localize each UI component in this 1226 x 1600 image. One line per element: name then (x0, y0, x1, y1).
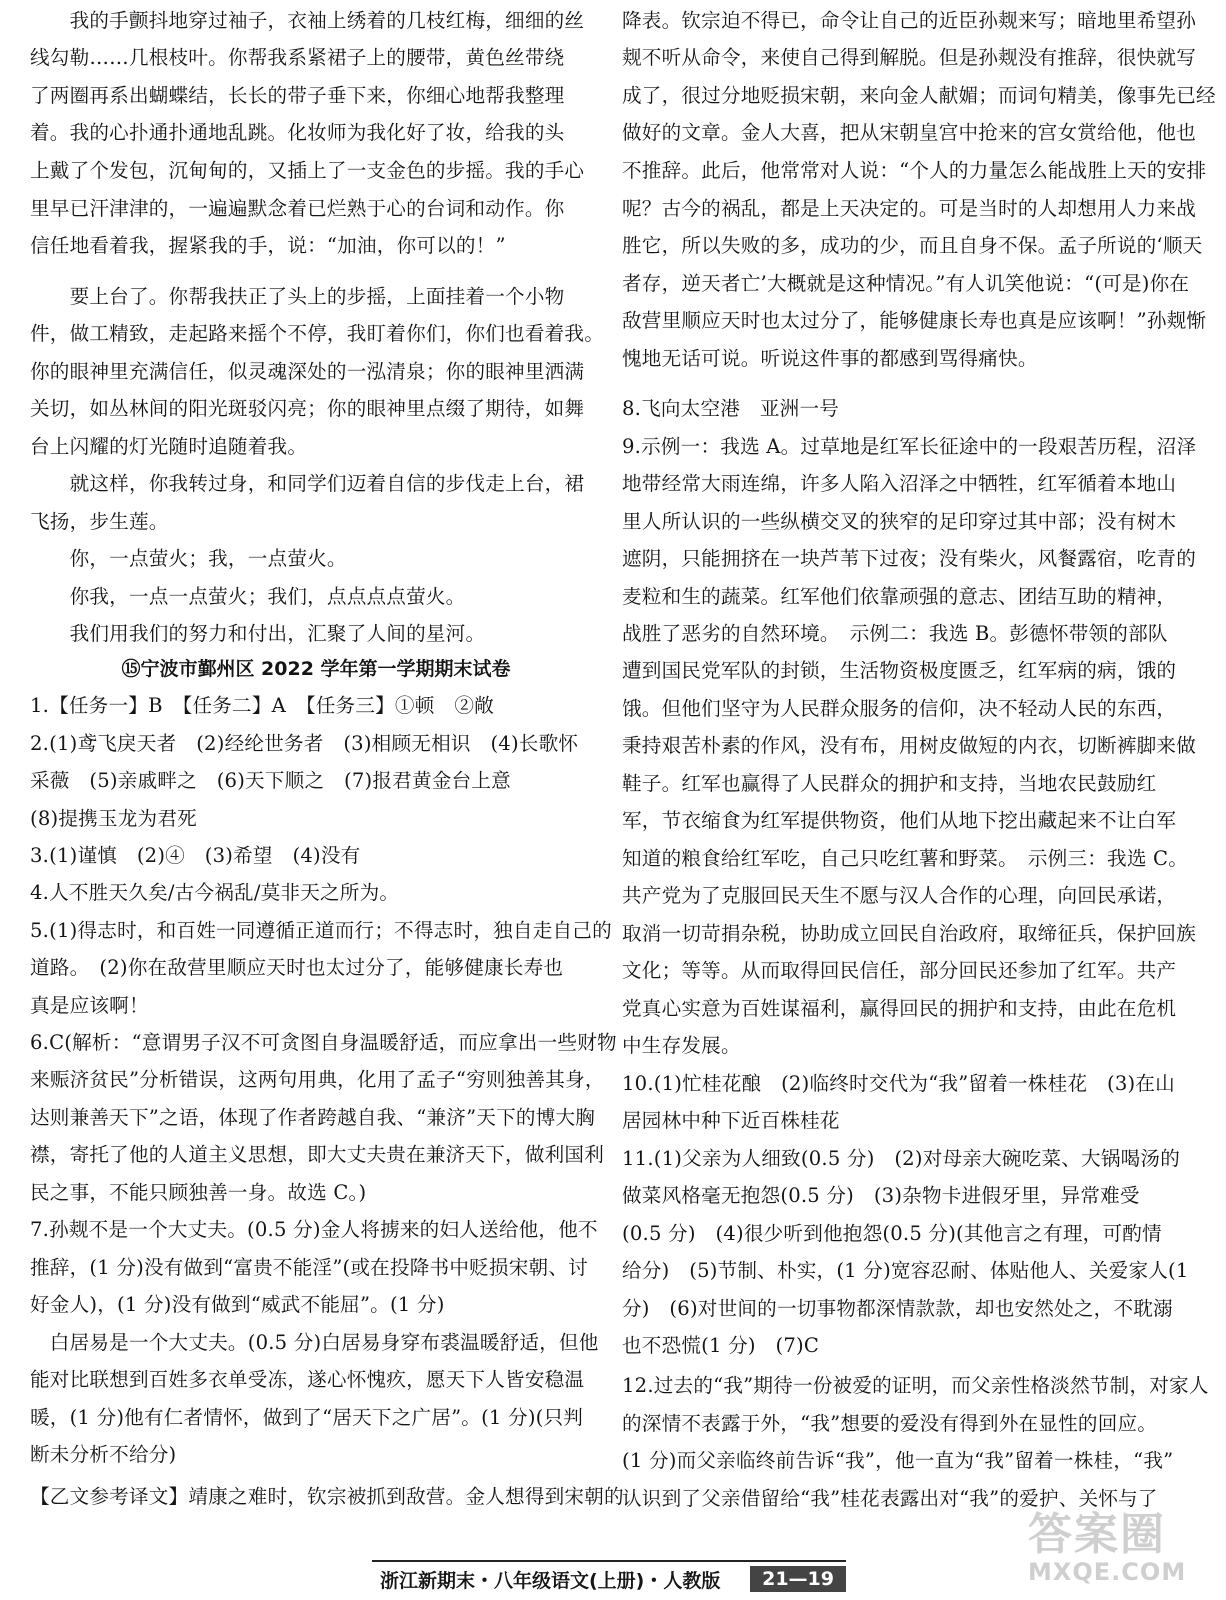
text-line: 5.(1)得志时，和百姓一同遵循正道而行；不得志时，独自走自己的 (30, 919, 612, 942)
text-line: 你，一点萤火；我，一点萤火。 (30, 547, 347, 570)
text-line: 不推辞。此后，他常常对人说：“个人的力量怎么能战胜上天的安排 (622, 159, 1207, 182)
text-line: 襟，寄托了他的人道主义思想，即大丈夫贵在兼济天下，做利国利 (30, 1143, 605, 1166)
text-line: 的深情不表露于外，“我”想要的爱没有得到外在显性的回应。 (622, 1412, 1158, 1435)
text-line: 成了，很过分地贬损宋朝，来向金人献媚；而词句精美，像事先已经 (622, 84, 1216, 107)
text-line: 暖，(1 分)他有仁者情怀，做到了“居天下之广居”。(1 分)(只判 (30, 1406, 584, 1429)
footer-title: 浙江新期末・八年级语文(上册)・人教版 (380, 1569, 721, 1592)
watermark-url: MXQE.COM (1028, 1558, 1187, 1586)
text-line: 遮阴，只能拥挤在一块芦苇下过夜；没有柴火，风餐露宿，吃青的 (622, 547, 1197, 570)
text-line: 饿。但他们坚守为人民群众服务的信仰，决不轻动人民的东西， (622, 697, 1177, 720)
text-line: 8.飞向太空港 亚洲一号 (622, 397, 840, 420)
text-line: 11.(1)父亲为人细致(0.5 分) (2)对母亲大碗吃菜、大锅喝汤的 (622, 1147, 1181, 1170)
text-line: 我的手颤抖地穿过袖子，衣袖上绣着的几枝红梅，细细的丝 (30, 9, 585, 32)
text-line: 飞扬，步生莲。 (30, 510, 169, 533)
text-line: 共产党为了克服回民天生不愿与汉人合作的心理，向回民承诺， (622, 884, 1177, 907)
text-line: 军，节衣缩食为红军提供物资，他们从地下挖出藏起来不让白军 (622, 809, 1177, 832)
text-line: 采薇 (5)亲戚畔之 (6)天下顺之 (7)报君黄金台上意 (30, 769, 511, 792)
text-line: 分) (6)对世间的一切事物都深情款款，却也安然处之，不耽溺 (622, 1297, 1173, 1320)
text-line: 好金人)，(1 分)没有做到“威武不能屈”。(1 分) (30, 1293, 445, 1316)
text-line: 给分) (5)节制、朴实，(1 分)宽容忍耐、体贴他人、关爱家人(1 (622, 1259, 1189, 1282)
text-line: 上戴了个发包，沉甸甸的，又插上了一支金色的步摇。我的手心 (30, 159, 585, 182)
page-footer (372, 1560, 846, 1596)
text-line: 10.(1)忙桂花酿 (2)临终时交代为“我”留着一株桂花 (3)在山 (622, 1072, 1175, 1095)
section-heading: ⑮宁波市鄞州区 2022 学年第一学期期末试卷 (121, 658, 511, 680)
text-line: 秉持艰苦朴素的作风，没有布，用树皮做短的内衣，切断裤脚来做 (622, 734, 1197, 757)
text-line: 真是应该啊！ (30, 994, 149, 1017)
text-line: 里早已汗津津的，一遍遍默念着已烂熟于心的台词和动作。你 (30, 197, 565, 220)
text-line: 白居易是一个大丈夫。(0.5 分)白居易身穿布裘温暖舒适，但他 (30, 1331, 599, 1354)
text-line: 道路。 (2)你在敌营里顺应天时也太过分了，能够健康长寿也 (30, 956, 564, 979)
text-line: 居园林中种下近百株桂花 (622, 1109, 840, 1132)
text-line: 里人所认识的一些纵横交叉的狭窄的足印穿过其中部；没有树木 (622, 510, 1177, 533)
text-line: 知道的粮食给红军吃，自己只吃红薯和野菜。 示例三：我选 C。 (622, 847, 1189, 870)
text-line: 麦粒和生的蔬菜。红军他们依靠顽强的意志、团结互助的精神， (622, 585, 1177, 608)
text-line: 呢？古今的祸乱，都是上天决定的。可是当时的人却想用人力来战 (622, 197, 1197, 220)
text-line: 就这样，你我转过身，和同学们迈着自信的步伐走上台，裙 (30, 472, 585, 495)
text-line: 做好的文章。金人大喜，把从宋朝皇宫中抢来的宫女赏给他，他也 (622, 121, 1197, 144)
text-line: 要上台了。你帮我扶正了头上的步摇，上面挂着一个小物 (30, 285, 565, 308)
text-line: 降表。钦宗迫不得已，命令让自己的近臣孙觌来写；暗地里希望孙 (622, 9, 1197, 32)
text-line: 也不恐慌(1 分) (7)C (622, 1334, 820, 1357)
text-line: 3.(1)谨慎 (2)④ (3)希望 (4)没有 (30, 844, 361, 867)
text-line: 民之事，不能只顾独善一身。故选 C。) (30, 1181, 367, 1204)
text-line: (0.5 分) (4)很少听到他抱怨(0.5 分)(其他言之有理，可酌情 (622, 1222, 1162, 1245)
text-line: 关切，如丛林间的阳光斑驳闪亮；你的眼神里点缀了期待，如舞 (30, 397, 585, 420)
text-line: 台上闪耀的灯光随时追随着我。 (30, 435, 308, 458)
text-line: 敌营里顺应天时也太过分了，能够健康长寿也真是应该啊！”孙觌惭 (622, 309, 1207, 332)
text-line: 了两圈再系出蝴蝶结，长长的带子垂下来，你细心地帮我整理 (30, 84, 565, 107)
text-line: 信任地看着我，握紧我的手，说：“加油，你可以的！” (30, 234, 506, 257)
text-line: 断未分析不给分) (30, 1443, 177, 1466)
page-number: 21—19 (750, 1566, 846, 1592)
text-line: 件，做工精致，走起路来摇个不停，我盯着你们，你们也看着我。 (30, 322, 605, 345)
text-line: 你的眼神里充满信任，似灵魂深处的一泓清泉；你的眼神里洒满 (30, 360, 585, 383)
text-line: 2.(1)鸢飞戾天者 (2)经纶世务者 (3)相顾无相识 (4)长歌怀 (30, 732, 579, 755)
text-line: 着。我的心扑通扑通地乱跳。化妆师为我化好了妆，给我的头 (30, 121, 565, 144)
text-line: 4.人不胜天久矣/古今祸乱/莫非天之所为。 (30, 881, 400, 904)
text-line: 愧地无话可说。听说这件事的都感到骂得痛快。 (622, 347, 1038, 370)
text-line: 遭到国民党军队的封锁，生活物资极度匮乏，红军病的病，饿的 (622, 659, 1177, 682)
text-line: (8)提携玉龙为君死 (30, 807, 197, 830)
text-line: 线勾勒……几根枝叶。你帮我系紧裙子上的腰带，黄色丝带绕 (30, 46, 565, 69)
text-line: 来赈济贫民”分析错误，这两句用典，化用了孟子“穷则独善其身， (30, 1068, 605, 1091)
text-line: 觌不听从命令，来使自己得到解脱。但是孙觌没有推辞，很快就写 (622, 46, 1197, 69)
text-line: 你我，一点一点萤火；我们，点点点点萤火。 (30, 585, 466, 608)
watermark-logo (1028, 1509, 1218, 1594)
text-line: (1 分)而父亲临终前告诉“我”，他一直为“我”留着一株桂，“我” (622, 1449, 1174, 1472)
text-line: 党真心实意为百姓谋福利，赢得回民的拥护和支持，由此在危机 (622, 997, 1177, 1020)
text-line: 达则兼善天下”之语，体现了作者跨越自我、“兼济”天下的博大胸 (30, 1106, 596, 1129)
text-line: 文化；等等。从而取得回民信任，部分回民还参加了红军。共产 (622, 959, 1177, 982)
text-line: 【乙文参考译文】靖康之难时，钦宗被抓到敌营。金人想得到宋朝的 (30, 1485, 624, 1508)
text-line: 6.C(解析：“意谓男子汉不可贪图自身温暖舒适，而应拿出一些财物 (30, 1031, 617, 1054)
text-line: 做菜风格毫无抱怨(0.5 分) (3)杂物卡进假牙里，异常难受 (622, 1184, 1140, 1207)
text-line: 中生存发展。 (622, 1034, 741, 1057)
text-line: 我们用我们的努力和付出，汇聚了人间的星河。 (30, 622, 486, 645)
text-line: 取消一切苛捐杂税，协助成立回民自治政府，取缔征兵，保护回族 (622, 922, 1197, 945)
text-line: 9.示例一：我选 A。过草地是红军长征途中的一段艰苦历程，沼泽 (622, 435, 1197, 458)
text-line: 推辞，(1 分)没有做到“富贵不能淫”(或在投降书中贬损宋朝、讨 (30, 1256, 588, 1279)
text-line: 1.【任务一】B 【任务二】A 【任务三】①顿 ②敞 (30, 694, 494, 717)
text-line: 者存，逆天者亡’大概就是这种情况。”有人讥笑他说：“(可是)你在 (622, 272, 1190, 295)
text-line: 胜它，所以失败的多，成功的少，而且自身不保。孟子所说的‘顺天 (622, 234, 1203, 257)
watermark-text: 答案圈 (1028, 1509, 1166, 1560)
text-line: 战胜了恶劣的自然环境。 示例二：我选 B。彭德怀带领的部队 (622, 622, 1168, 645)
text-line: 认识到了父亲借留给“我”桂花表露出对“我”的爱护、关怀与了 (622, 1487, 1158, 1510)
text-line: 12.过去的“我”期待一份被爱的证明，而父亲性格淡然节制，对家人 (622, 1374, 1209, 1397)
text-line: 能对比联想到百姓多衣单受冻，遂心怀愧疚，愿天下人皆安稳温 (30, 1368, 585, 1391)
text-line: 地带经常大雨连绵，许多人陷入沼泽之中牺牲，红军循着本地山 (622, 472, 1177, 495)
text-line: 鞋子。红军也赢得了人民群众的拥护和支持，当地农民鼓励红 (622, 772, 1157, 795)
text-line: 7.孙觌不是一个大丈夫。(0.5 分)金人将掳来的妇人送给他，他不 (30, 1218, 598, 1241)
